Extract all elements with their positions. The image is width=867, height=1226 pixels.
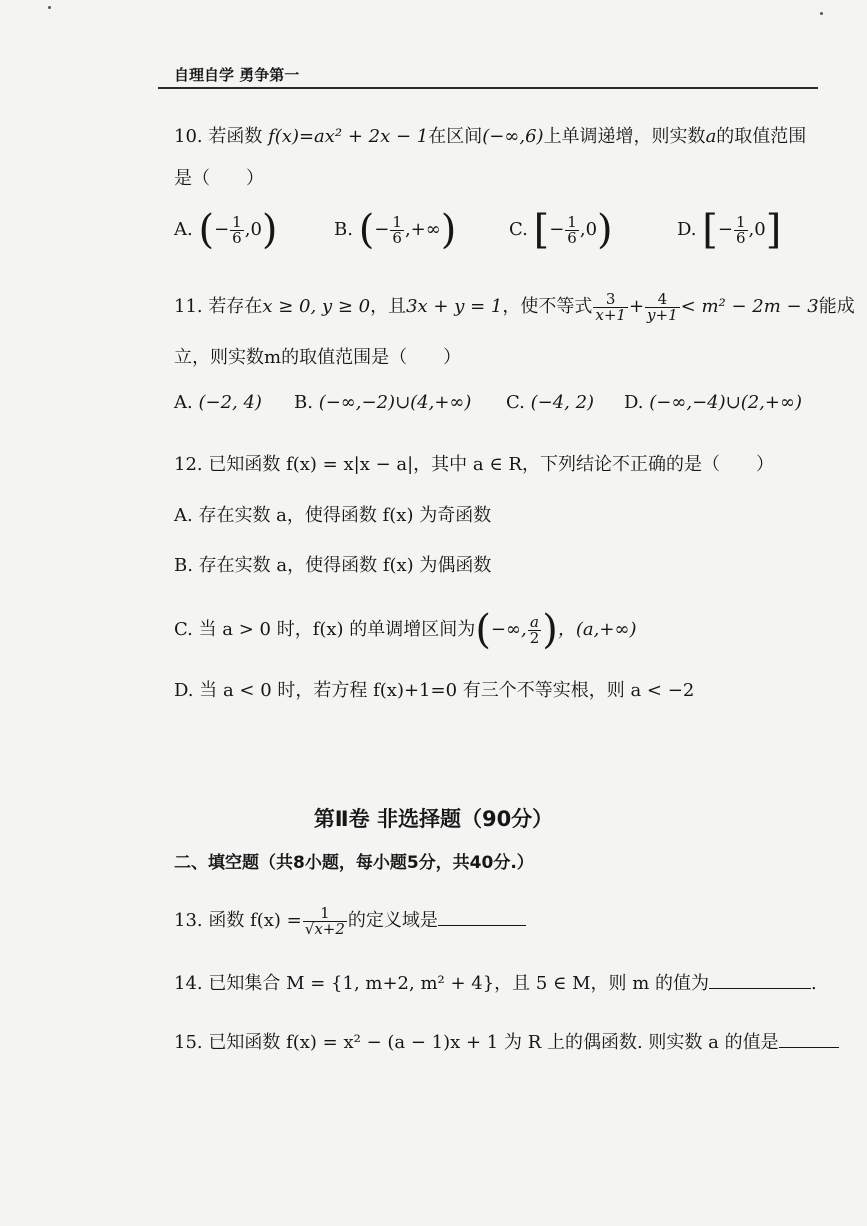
q10-fx: f(x) — [268, 126, 299, 147]
header-rule — [158, 87, 818, 89]
header-text: 自理自学 勇争第一 — [174, 66, 300, 84]
q12-option-a: A. 存在实数 a，使得函数 f(x) 为奇函数 — [174, 505, 492, 526]
q11-option-a: A. (−2, 4) — [174, 392, 262, 413]
q15-answer-blank[interactable] — [779, 1029, 839, 1048]
q11-option-d: D. (−∞,−4)∪(2,+∞) — [624, 392, 803, 413]
scan-speck — [48, 6, 51, 9]
scan-speck — [820, 12, 823, 15]
q10-var: a — [705, 126, 717, 147]
q12-option-d: D. 当 a < 0 时，若方程 f(x)+1=0 有三个不等实根，则 a < −2 — [174, 680, 695, 701]
q10-option-a: A. (− $\frac{1}{6}$ ,0) — [174, 207, 278, 253]
q13: 13. 函数 f(x) = $\frac{1}{√x+2}$ 的定义域是 — [174, 896, 526, 946]
q10-post: 上单调递增，则实数 — [543, 126, 706, 147]
q12-c-fraction: $\frac{a}{2}$ — [529, 612, 540, 647]
q12-option-b: B. 存在实数 a，使得函数 f(x) 为偶函数 — [174, 555, 492, 576]
q10-eq: =ax² + 2x − 1 — [298, 126, 429, 147]
q10-stem — [174, 124, 806, 150]
q10-option-c: C. [− $\frac{1}{6}$ ,0) — [509, 207, 613, 253]
q13-answer-blank[interactable] — [438, 907, 526, 926]
q10-line2: 是（ ） — [174, 168, 264, 189]
section-part2-heading: 二、填空题（共8小题，每小题5分，共40分.） — [174, 853, 534, 873]
q15: 15. 已知函数 f(x) = x² − (a − 1)x + 1 为 R 上的偶函数. 则实数 a 的值是 — [174, 1029, 839, 1056]
q12-number: 12. — [174, 454, 203, 475]
q10-interval: (−∞,6) — [482, 126, 544, 147]
q14: 14. 已知集合 M = {1, m+2, m² + 4}，且 5 ∈ M，则 m 的值为 . — [174, 970, 817, 997]
q12-stem: 12. 已知函数 f(x) = x|x − a|，其中 a ∈ R，下列结论不正确的是（ ） — [174, 454, 774, 475]
q10-tail: 的取值范围 — [716, 126, 807, 147]
q11-stem: 11. 若存在x ≥ 0, y ≥ 0，且3x + y = 1，使不等式 $\frac{3}{x+1}$ + $\frac{4}{y+1}$ < m² − 2m − 3能成 — [174, 289, 855, 324]
q10-option-b: B. (− $\frac{1}{6}$ ,+∞) — [334, 207, 457, 253]
section-title: 第Ⅱ卷 非选择题（90分） — [313, 807, 554, 831]
q12-option-c: C. 当 a > 0 时，f(x) 的单调增区间为(−∞, $\frac{a}{2}$ )，(a,+∞) — [174, 607, 637, 653]
q13-fraction: $\frac{1}{√x+2}$ — [304, 903, 345, 938]
q11-option-c: C. (−4, 2) — [506, 392, 595, 413]
q11-fraction-1: $\frac{3}{x+1}$ — [595, 289, 626, 324]
q11-number: 11. — [174, 296, 203, 317]
q11-line2: 立，则实数m的取值范围是（ ） — [174, 347, 462, 368]
q10-option-d: D. [− $\frac{1}{6}$ ,0] — [677, 207, 782, 253]
q10-number: 10. — [174, 126, 203, 147]
q11-fraction-2: $\frac{4}{y+1}$ — [647, 289, 678, 324]
q10-pre: 若函数 — [208, 126, 263, 147]
q14-answer-blank[interactable] — [709, 970, 811, 989]
q11-option-b: B. (−∞,−2)∪(4,+∞) — [294, 392, 472, 413]
q10-mid: 在区间 — [428, 126, 483, 147]
